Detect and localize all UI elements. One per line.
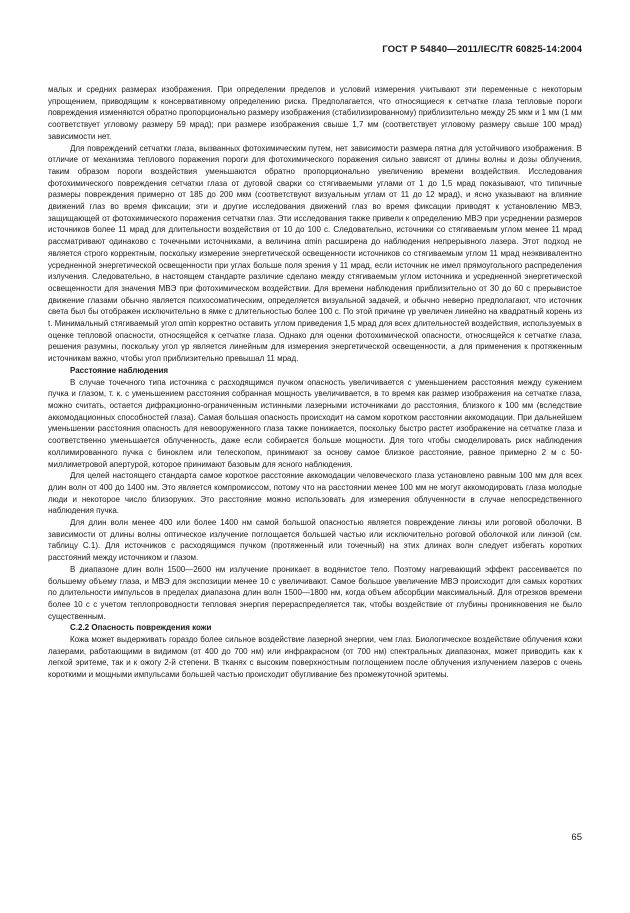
paragraph-photochemical: Для повреждений сетчатки глаза, вызванных фотохимическим путем, нет зависимости размера пятна для устойчивого изображения. В отличие от механизма теплового поражения пороги для фотохимического поражения сильно зависят от длины волны и дозы облучения, таким образом пороги воздействия уменьшаются обратно пропорционально увеличению времени воздействия. Исследования фотохимического повреждения сетчатки глаза от дуговой сварки со стягиваемыми углами от 1 до 1,5 мрад показывают, что типичные размеры повреждения примерно от 185 до 200 мкм (соответствуют визуальным углам от 11 до 12 мрад), и ясно указывают на влияние движений глаз во время фиксации; эти и другие исследования движений глаз во время фиксации приводят к установлению МВЭ, защищающей от фотохимического поражения сетчатки глаз. Эти исследования также привели к определению МВЭ при усреднении размеров источников более 11 мрад для длительности воздействия от 10 до 100 с. Следовательно, источники со стягиваемым углом менее 11 мрад рассматривают одинаково с точечными источниками, а величина αmin расширена до наблюдения непрерывного лазера. Этот подход не является строго корректным, поскольку измерение энергетической освещенности источников со стягиваемым углом 11 мрад неэквивалентно усредненной энергетической освещенности при углах больше поля зрения γ 11 мрад, если источник не имел прямоугольного распределения излучения. Следовательно, в настоящем стандарте различие сделано между стягиваемым углом источника и усредненной энергетической освещенности для значения МВЭ при фотохимическом воздействии. Для времени наблюдения приблизительно от 30 до 60 с прерывистое движение глазами обычно является психосоматическим, определяется визуальной задачей, и обычно неверно предполагают, что источник света был бы отображен исключительно в ямке с длительностью более 100 с. По этой причине γp увеличен линейно на квадратный корень из t. Минимальный стягиваемый угол αmin корректно оставить углом приведения 1,5 мрад для всех длительностей воздействия, используемых в оценке тепловой опасности, относящейся к сетчатке глаза. Однако для оценки фотохимической опасности, относящейся к сетчатке глаза, решения разумны, поскольку угол γp является линейным для измерения энергетической освещенности, а для применения к протяженным источникам важно, чтобы угол приблизительно превышал 11 мрад. bbox=[48, 143, 582, 364]
document-body bbox=[48, 84, 582, 681]
paragraph-point-source: В случае точечного типа источника с расходящимся пучком опасность увеличивается с уменьшением расстояния между сужением пучка и глазом, т. к. с уменьшением расстояния собранная мощность увеличивается, в то время как размер изображения на сетчатке глаза, можно считать, остается дифракционно-ограниченным истинными лазерными источниками до расстояния, близкого к 100 мм (вследствие аккомодационных способностей глаза). Самая большая опасность происходит на самом коротком расстоянии аккомодации. При дальнейшем уменьшении расстояния опасность для невооруженного глаза также понижается, поскольку быстро растет изображение на сетчатке глаза и соответственно уменьшается облученность, даже если собирается больше мощности. Для того чтобы смоделировать риск наблюдения коллимированного пучка с биноклем или телескопом, принимают за основу самое близкое расстояние, равное примерно 2 м с 50-миллиметровой апертурой, которое принимают базовым для ясного наблюдения. bbox=[48, 377, 582, 469]
page-number: 65 bbox=[571, 832, 582, 843]
paragraph-skin: Кожа может выдерживать гораздо более сильное воздействие лазерной энергии, чем глаз. Биологическое воздействие облучения кожи лазерами, работающими в видимом (от 400 до 700 нм) или инфракрасном (от 700 нм) спектральных диапазонах, может приводить как к легкой эритеме, так и к ожогу 2-й степени. В тканях с высоким поверхностным поглощением после облучения излучением лазеров с очень короткими и мощными импульсами большей частью происходит обугливание без промежуточной эритемы. bbox=[48, 635, 582, 680]
paragraph-accommodation: Для целей настоящего стандарта самое короткое расстояние аккомодации человеческого глаза установлено равным 100 мм для всех длин волн от 400 до 1400 нм. Это является компромиссом, потому что на расстоянии менее 100 мм не могут аккомодировать глаза молодые люди и некоторое число близоруких. Это расстояние можно использовать для измерения облученности в случае непосредственного наблюдения пучка. bbox=[48, 471, 582, 516]
document-header: ГОСТ Р 54840—2011/IEC/TR 60825-14:2004 bbox=[382, 44, 582, 55]
heading-viewing-distance: Расстояние наблюдения bbox=[70, 365, 169, 375]
heading-skin-hazard: С.2.2 Опасность повреждения кожи bbox=[70, 623, 212, 633]
paragraph-lens-cornea: Для длин волн менее 400 или более 1400 нм самой большой опасностью является повреждение линзы или роговой оболочки. В зависимости от длины волны оптическое излучение поглощается большей частью или исключительно роговой оболочкой или линзой (см. таблицу С.1). Для источников с расходящимся пучком (протяженный или точечный) на этих длинах волн следует избегать коротких расстояний между источником и глазом. bbox=[48, 518, 582, 563]
paragraph-continuation: малых и средних размерах изображения. При определении пределов и условий измерения учитывают эти переменные с некоторым упрощением, приводящим к консервативному определению риска. Предполагается, что относящиеся к сетчатке глаза тепловые пороги повреждения изменяются обратно пропорционально размеру изображения (стабилизированному) приблизительно между 25 мкм и 1 мм (1 мм соответствует угловому размеру 59 мрад); при размере изображения свыше 1,7 мм (соответствует угловому размеру свыше 100 мрад) зависимости нет. bbox=[48, 85, 582, 141]
paragraph-vitreous: В диапазоне длин волн 1500—2600 нм излучение проникает в водянистое тело. Поэтому нагревающий эффект рассеивается по большему объему глаза, и МВЭ для экспозиции менее 10 с увеличивают. Самое большое увеличение МВЭ происходит для самых коротких по длительности импульсов в пределах диапазона длин волн 1500—1800 нм, когда объем абсорбции максимальный. Для отрезков времени более 10 с с учетом теплопроводности тепловая энергия перераспределяется так, чтобы воздействие от глубины проникновения не было существенным. bbox=[48, 564, 582, 621]
